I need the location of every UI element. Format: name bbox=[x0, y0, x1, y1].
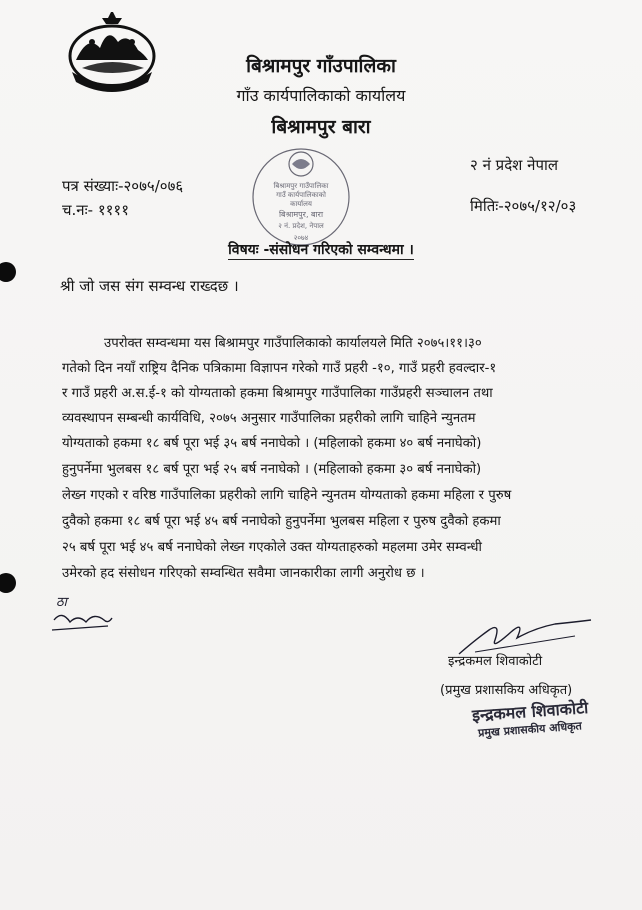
subject-line bbox=[0, 240, 642, 259]
body-line: हुनुपर्नेमा भुलबस १८ बर्ष पूरा भई २५ बर्ष ननाघेको । (महिलाको हकमा ३० बर्ष ननाघेको) bbox=[62, 462, 482, 477]
office-name: गाँउ कार्यपालिकाको कार्यालय bbox=[236, 86, 406, 105]
office-stamp-line: बिश्रामपुर गाउँपालिका bbox=[273, 182, 329, 190]
body-line: दुवैको हकमा १८ बर्ष पूरा भई ४५ बर्ष ननाघेको हुनुपर्नेमा भुलबस महिला र पुरुष दुवैको हकमा bbox=[62, 514, 501, 529]
body-line: व्यवस्थापन सम्बन्धी कार्यविधि, २०७५ अनुसार गाउँपालिका प्रहरीको लागि चाहिने न्युनतम bbox=[62, 411, 476, 426]
body-line: उमेरको हद संसोधन गरिएको सम्वन्धित सवैमा जानकारीका लागी अनुरोध छ । bbox=[62, 566, 425, 581]
salutation: श्री जो जस संग सम्वन्ध राख्दछ । bbox=[60, 277, 239, 295]
municipality-name: बिश्रामपुर गाँउपालिका bbox=[246, 55, 396, 77]
office-stamp-icon bbox=[248, 144, 354, 250]
body-line: र गाउँ प्रहरी अ.स.ई-१ को योग्यताको हकमा बिश्रामपुर गाउँपालिका गाउँप्रहरी सञ्चालन तथा bbox=[62, 386, 493, 401]
office-stamp-line: गाउँ कार्यपालिकाको bbox=[276, 191, 326, 199]
body-line: उपरोक्त सम्वन्धमा यस बिश्रामपुर गाउँपालिकाको कार्यालयले मिति २०७५।११।३० bbox=[104, 336, 482, 351]
province-label: २ नं प्रदेश नेपाल bbox=[470, 156, 559, 174]
name-stamp: इन्द्रकमल शिवाकोटी bbox=[471, 697, 589, 726]
office-location: बिश्रामपुर बारा bbox=[271, 116, 371, 138]
body-line: २५ बर्ष पूरा भई ४५ बर्ष ननाघेको लेख्न गएकोले उक्त योग्यताहरुको महलमा उमेर सम्वन्धी bbox=[62, 540, 482, 555]
signatory-title: (प्रमुख प्रशासकिय अधिकृत) bbox=[440, 683, 573, 698]
subject-text: विषयः -संसोधन गरिएको सम्वन्धमा । bbox=[228, 242, 414, 258]
office-stamp-line: २०७४ bbox=[293, 234, 309, 242]
punch-hole-top bbox=[0, 262, 16, 282]
letter-date: मितिः-२०७५/१२/०३ bbox=[470, 197, 577, 215]
punch-hole-bottom bbox=[0, 573, 16, 593]
body-line: गतेको दिन नयाँ राष्ट्रिय दैनिक पत्रिकामा विज्ञापन गरेको गाउँ प्रहरी -१०, गाउँ प्रहरी हवल्दार-१ bbox=[62, 361, 497, 376]
initials-note-text: ठा bbox=[56, 595, 67, 610]
office-stamp-line: बिश्रामपुर, बारा bbox=[278, 210, 324, 219]
letter-number: पत्र संख्याः-२०७५/०७६ bbox=[62, 177, 184, 195]
body-line: लेख्न गएको र वरिष्ठ गाउँपालिका प्रहरीको लागि चाहिने न्युनतम योग्यताको हकमा महिला र पुरुष bbox=[62, 488, 512, 503]
office-stamp-line: कार्यालय bbox=[290, 200, 312, 208]
body-line: योग्यताको हकमा १८ बर्ष पूरा भई ३५ बर्ष ननाघेको । (महिलाको हकमा ४० बर्ष ननाघेको) bbox=[62, 436, 482, 451]
dispatch-number: च.नः- ११११ bbox=[62, 201, 130, 219]
office-stamp-line: २ नं. प्रदेश, नेपाल bbox=[278, 222, 324, 230]
signatory-name: इन्द्रकमल शिवाकोटी bbox=[448, 654, 543, 669]
title-stamp: प्रमुख प्रशासकीय अधिकृत bbox=[477, 719, 583, 740]
handwritten-initials bbox=[48, 590, 118, 636]
